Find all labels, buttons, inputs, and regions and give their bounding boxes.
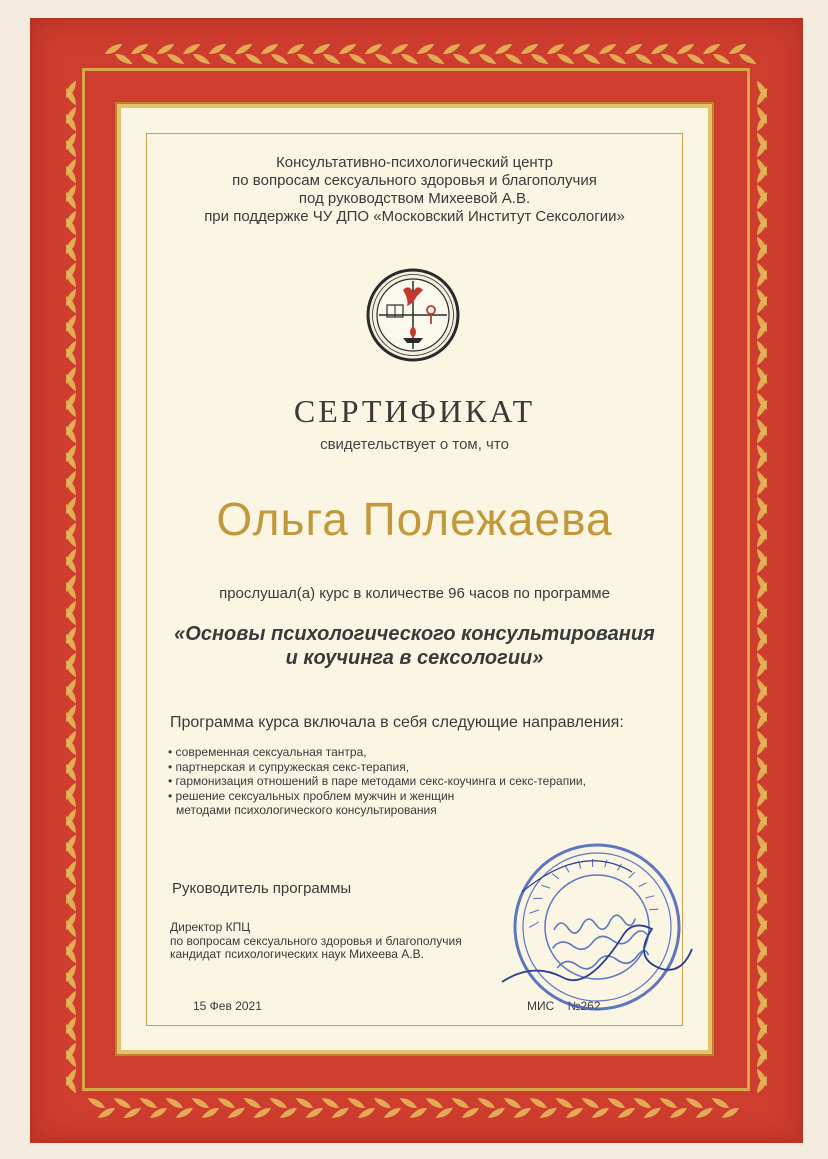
certificate-title: СЕРТИФИКАТ <box>293 393 536 429</box>
program-title <box>146 622 683 670</box>
registration-number: МИС №262 <box>527 999 601 1013</box>
director-block <box>170 921 462 962</box>
program-title-line-2: и коучинга в сексологии» <box>285 647 544 669</box>
header-line-4: при поддержке ЧУ ДПО «Московский Институт Сексологии» <box>204 208 625 225</box>
institute-seal-logo <box>363 268 463 362</box>
list-item: • гармонизация отношений в паре методами секс-коучинга и секс-терапии, <box>168 774 678 789</box>
header-line-3: под руководством Михеевой А.В. <box>298 190 531 207</box>
program-leader-label: Руководитель программы <box>172 880 352 897</box>
list-item: • партнерская и супружеская секс-терапия, <box>168 760 678 775</box>
list-item: • решение сексуальных проблем мужчин и женщин <box>168 789 678 804</box>
witness-phrase: свидетельствует о том, что <box>320 436 509 453</box>
list-item-continuation: методами психологического консультирования <box>176 803 437 817</box>
header-line-2: по вопросам сексуального здоровья и благополучия <box>232 172 597 189</box>
official-stamp-with-signature <box>492 832 702 1022</box>
director-line-1: Директор КПЦ <box>170 920 251 934</box>
header-line-1: Консультативно-психологический центр <box>276 154 553 171</box>
list-item: • современная сексуальная тантра, <box>168 745 678 760</box>
director-line-2: по вопросам сексуального здоровья и благополучия <box>170 933 462 948</box>
issue-date: 15 Фев 2021 <box>193 999 262 1013</box>
program-title-line-1: «Основы психологического консультирования <box>174 623 655 645</box>
organization-header <box>146 154 683 226</box>
course-hours-text: прослушал(а) курс в количестве 96 часов по программе <box>219 585 610 602</box>
directions-heading: Программа курса включала в себя следующие направления: <box>170 714 624 731</box>
recipient-name: Ольга Полежаева <box>216 493 613 545</box>
director-line-3: кандидат психологических наук Михеева А.В. <box>170 947 424 961</box>
directions-list <box>168 745 678 818</box>
